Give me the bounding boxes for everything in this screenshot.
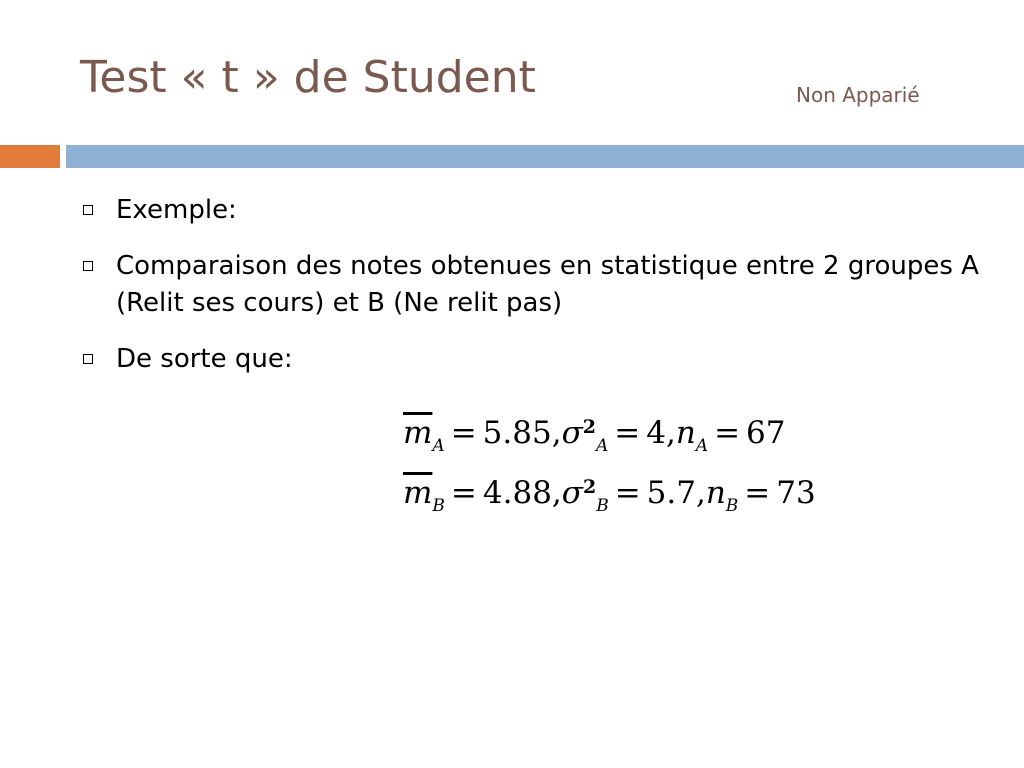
formula-row-a bbox=[403, 404, 816, 464]
bullet-text: De sorte que: bbox=[116, 344, 293, 374]
mean-symbol: $\overline{m}$ bbox=[403, 415, 433, 451]
mean-value: 5.85, bbox=[482, 415, 562, 451]
header-band-orange bbox=[0, 145, 60, 168]
bullet-item bbox=[80, 341, 1000, 378]
variance-value: 4, bbox=[646, 415, 676, 451]
n-symbol: n bbox=[675, 415, 696, 451]
equals-sign: = bbox=[614, 415, 641, 451]
square-bullet-icon bbox=[83, 205, 93, 215]
header-band-blue bbox=[66, 145, 1024, 168]
bullet-text: Exemple: bbox=[116, 195, 237, 225]
sigma-symbol: σ bbox=[561, 475, 583, 511]
formula-row-b bbox=[403, 464, 816, 524]
bullet-list bbox=[80, 192, 1000, 397]
bullet-item bbox=[80, 192, 1000, 229]
mean-value: 4.88, bbox=[482, 475, 562, 511]
equals-sign: = bbox=[744, 475, 771, 511]
square-bullet-icon bbox=[83, 261, 93, 271]
group-subscript: A bbox=[432, 436, 445, 456]
sample-size-value: 67 bbox=[746, 415, 786, 451]
equals-sign: = bbox=[450, 415, 477, 451]
bullet-text: Comparaison des notes obtenues en statistique entre 2 groupes A (Relit ses cours) et B (Ne relit pas) bbox=[116, 251, 979, 318]
formula-block bbox=[403, 404, 816, 524]
squared-superscript: 2 bbox=[582, 416, 596, 438]
square-bullet-icon bbox=[83, 354, 93, 364]
slide-subtitle: Non Apparié bbox=[796, 83, 920, 107]
group-subscript: A bbox=[695, 436, 709, 456]
equals-sign: = bbox=[450, 475, 477, 511]
sample-size-value: 73 bbox=[776, 475, 816, 511]
group-subscript: A bbox=[595, 436, 609, 456]
slide-title: Test « t » de Student bbox=[80, 52, 536, 103]
equals-sign: = bbox=[614, 475, 641, 511]
n-symbol: n bbox=[705, 475, 726, 511]
sigma-symbol: σ bbox=[561, 415, 583, 451]
equals-sign: = bbox=[714, 415, 741, 451]
mean-symbol: $\overline{m}$ bbox=[403, 475, 433, 511]
squared-superscript: 2 bbox=[582, 476, 597, 498]
group-subscript: B bbox=[432, 496, 445, 516]
group-subscript: B bbox=[596, 496, 609, 516]
variance-value: 5.7, bbox=[646, 475, 706, 511]
group-subscript: B bbox=[725, 496, 739, 516]
bullet-item bbox=[80, 248, 1000, 322]
